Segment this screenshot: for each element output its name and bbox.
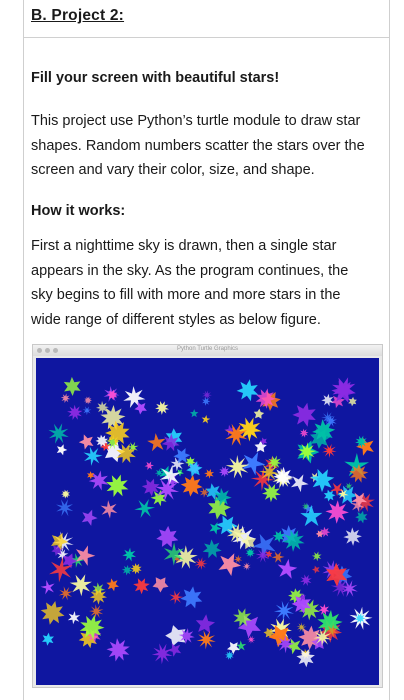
star-shape: [153, 577, 169, 592]
star-shape: [68, 611, 80, 624]
star-shape: [56, 499, 73, 516]
intro-line: screen and vary their color, size, and shape.: [31, 162, 315, 178]
star-sky-canvas: [36, 358, 379, 685]
star-shape: [274, 601, 294, 621]
star-shape: [134, 499, 155, 518]
star-shape: [101, 500, 118, 518]
star-shape: [272, 552, 285, 563]
star-shape: [107, 638, 130, 661]
how-line: sky begins to fill with more and more stars in the: [31, 287, 341, 303]
star-shape: [322, 444, 337, 458]
star-shape: [152, 643, 173, 664]
star-shape: [246, 548, 255, 557]
star-shape: [83, 406, 92, 415]
left-border: [23, 0, 24, 700]
star-shape: [343, 527, 362, 546]
how-it-works-heading: How it works:: [31, 203, 126, 219]
how-it-works-paragraph: [31, 234, 383, 332]
star-shape: [82, 510, 98, 526]
star-shape: [196, 614, 215, 633]
star-shape: [242, 562, 250, 570]
star-shape: [312, 552, 322, 562]
star-shape: [145, 462, 154, 471]
star-shape: [262, 484, 281, 503]
star-shape: [42, 633, 54, 646]
star-shape: [203, 539, 222, 558]
star-shape: [61, 490, 70, 499]
intro-line: shapes. Random numbers scatter the stars over the: [31, 137, 365, 154]
star-shape: [169, 590, 183, 604]
star-shape: [355, 511, 367, 524]
star-shape: [84, 397, 92, 405]
star-shape: [312, 566, 320, 574]
star-shape: [164, 543, 184, 566]
star-shape: [79, 434, 94, 449]
intro-paragraph: [31, 109, 383, 183]
star-shape: [147, 433, 165, 451]
star-shape: [133, 578, 150, 594]
star-shape: [292, 403, 315, 427]
star-shape: [134, 402, 147, 414]
star-shape: [41, 601, 65, 625]
star-shape: [300, 429, 309, 438]
star-shape: [70, 574, 92, 596]
star-shape: [155, 401, 169, 415]
star-field: [36, 358, 379, 685]
star-shape: [321, 394, 333, 407]
star-shape: [234, 555, 242, 563]
star-shape: [59, 586, 73, 600]
star-shape: [291, 474, 309, 492]
star-shape: [64, 377, 81, 396]
star-shape: [181, 475, 203, 497]
heading-divider: [24, 37, 389, 38]
star-shape: [348, 397, 357, 406]
star-shape: [195, 557, 208, 570]
star-shape: [204, 469, 214, 479]
star-shape: [202, 397, 210, 406]
star-shape: [278, 559, 298, 579]
star-shape: [131, 563, 142, 574]
star-shape: [57, 444, 68, 455]
star-shape: [273, 467, 293, 487]
star-shape: [227, 642, 240, 654]
star-shape: [122, 548, 136, 562]
star-shape: [190, 409, 198, 417]
star-shape: [156, 526, 178, 548]
how-line: First a nighttime sky is drawn, then a single star: [31, 238, 337, 254]
star-shape: [219, 553, 242, 576]
star-shape: [237, 379, 259, 401]
star-shape: [197, 630, 216, 649]
star-shape: [67, 405, 82, 420]
star-shape: [325, 500, 349, 524]
star-shape: [202, 390, 212, 400]
right-border: [389, 0, 390, 700]
how-line: wide range of different styles as below figure.: [31, 311, 321, 328]
how-line: appears in the sky. As the program continues, the: [31, 262, 349, 279]
window-titlebar: [33, 345, 382, 356]
star-shape: [41, 580, 55, 594]
star-shape: [61, 393, 71, 403]
star-shape: [122, 565, 133, 576]
turtle-graphics-window: [32, 344, 383, 688]
star-shape: [84, 447, 103, 466]
star-shape: [219, 466, 230, 477]
star-shape: [106, 578, 119, 591]
window-title: Python Turtle Graphics: [176, 346, 239, 352]
star-shape: [89, 604, 103, 619]
star-shape: [48, 423, 68, 443]
star-shape: [202, 415, 211, 424]
section-heading: B. Project 2:: [31, 7, 125, 24]
star-shape: [300, 574, 312, 586]
intro-line: This project use Python’s turtle module to draw star: [31, 113, 361, 129]
star-shape: [180, 586, 202, 608]
star-shape: [254, 409, 264, 419]
project-subtitle: Fill your screen with beautiful stars!: [31, 70, 280, 86]
star-shape: [106, 475, 128, 498]
star-shape: [324, 490, 336, 502]
